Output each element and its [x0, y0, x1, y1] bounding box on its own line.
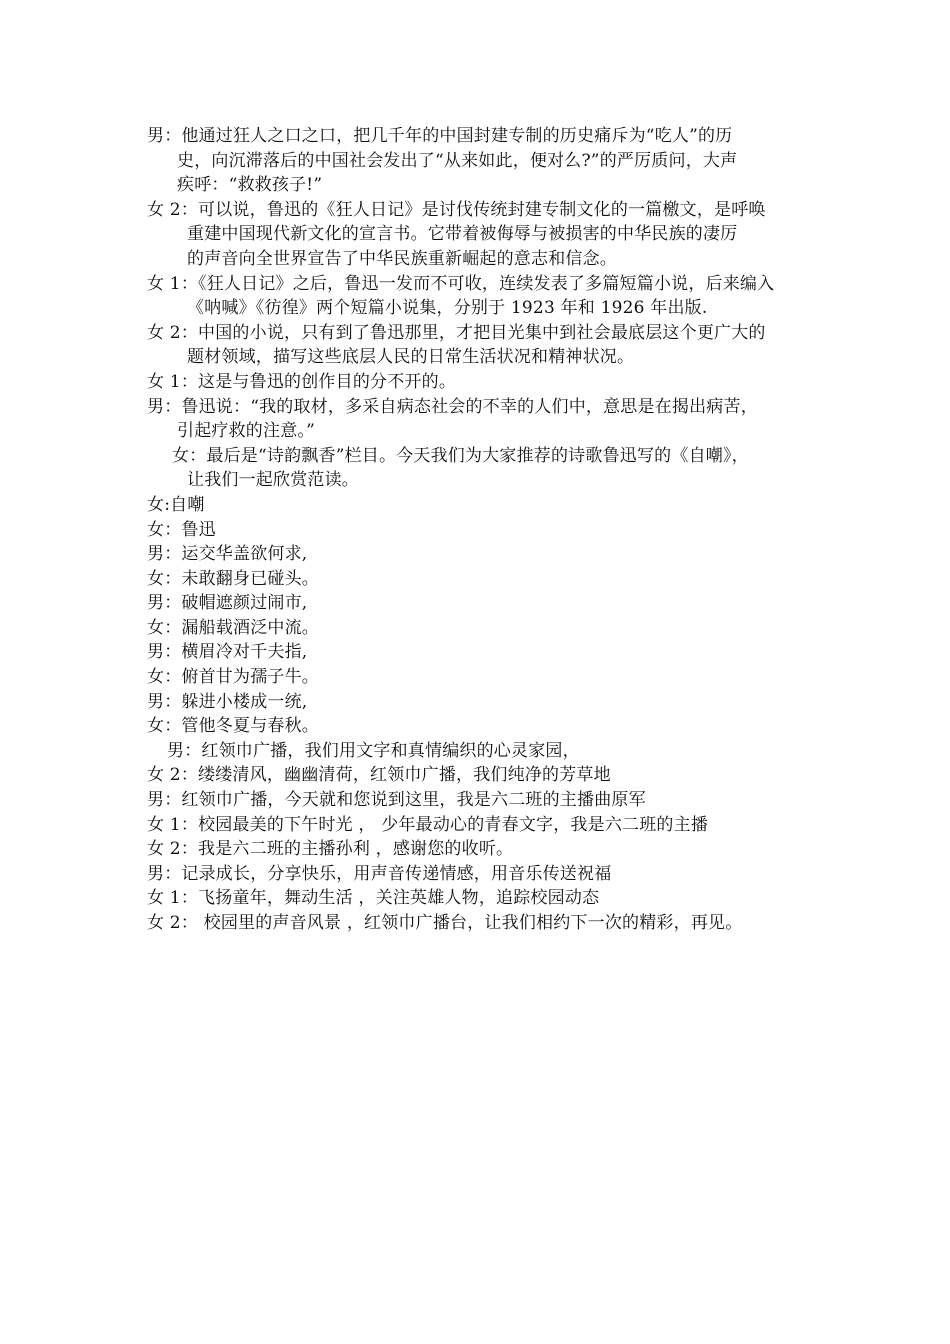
text-line: 女 2：缕缕清风，幽幽清荷，红领巾广播，我们纯净的芳草地: [147, 765, 611, 786]
text-line: 女：未敢翻身已碰头。: [147, 568, 319, 589]
text-line: 女 1：这是与鲁迅的创作目的分不开的。: [147, 371, 457, 392]
text-line: 引起疗救的注意。”: [177, 421, 315, 442]
text-line: 重建中国现代新文化的宣言书。它带着被侮辱与被损害的中华民族的凄厉: [187, 224, 738, 245]
text-line: 男：红领巾广播，我们用文字和真情编织的心灵家园，: [167, 740, 580, 761]
text-line: 女 2：中国的小说，只有到了鲁迅那里，才把目光集中到社会最底层这个更广大的: [147, 322, 766, 343]
text-line: 女 1：飞扬童年，舞动生活 ，关注英雄人物，追踪校园动态: [147, 888, 600, 909]
text-line: 男：记录成长，分享快乐，用声音传递情感，用音乐传送祝福: [147, 863, 612, 884]
text-line: 男：躲进小楼成一统,: [147, 691, 308, 712]
text-line: 《呐喊》《彷徨》两个短篇小说集，分别于 1923 年和 1926 年出版.: [187, 298, 708, 319]
text-line: 女：俯首甘为孺子牛。: [147, 667, 319, 688]
text-line: 女 2： 校园里的声音风景 ，红领巾广播台，让我们相约下一次的精彩，再见。: [147, 913, 743, 933]
text-line: 女：最后是“诗韵飘香”栏目。今天我们为大家推荐的诗歌鲁迅写的《自嘲》，: [172, 445, 749, 466]
text-line: 女:自嘲: [147, 494, 205, 515]
text-line: 疾呼：“救救孩子!”: [177, 175, 323, 196]
text-line: 男：运交华盖欲何求,: [147, 544, 308, 565]
text-line: 女 1：《狂人日记》之后，鲁迅一发而不可收，连续发表了多篇短篇小说，后来编入: [147, 273, 775, 294]
text-line: 男：横眉冷对千夫指,: [147, 642, 308, 663]
text-line: 男：鲁迅说：“我的取材，多采自病态社会的不幸的人们中，意思是在揭出病苦，: [147, 396, 758, 417]
text-line: 女：鲁迅: [147, 519, 216, 540]
text-line: 女 2：可以说，鲁迅的《狂人日记》是讨伐传统封建专制文化的一篇檄文，是呼唤: [147, 199, 766, 220]
text-line: 女：漏船载酒泛中流。: [147, 617, 319, 638]
text-line: 的声音向全世界宣告了中华民族重新崛起的意志和信念。: [187, 248, 617, 269]
text-line: 男：他通过狂人之口之口，把几千年的中国封建专制的历史痛斥为“吃人”的历: [147, 126, 733, 146]
text-line: 让我们一起欣赏范读。: [187, 470, 359, 491]
text-line: 史，向沉滞落后的中国社会发出了“从来如此，便对么?”的严厉质问，大声: [177, 150, 738, 171]
text-line: 女 2：我是六二班的主播孙利 ，感谢您的收听。: [147, 839, 514, 860]
text-line: 男：破帽遮颜过闹市,: [147, 593, 308, 614]
text-line: 男：红领巾广播，今天就和您说到这里，我是六二班的主播曲原军: [147, 790, 646, 811]
text-line: 题材领域，描写这些底层人民的日常生活状况和精神状况。: [187, 347, 635, 368]
document-body: [147, 124, 812, 936]
text-line: 女：管他冬夏与春秋。: [147, 716, 319, 737]
text-line: 女 1：校园最美的下午时光 ， 少年最动心的青春文字，我是六二班的主播: [147, 814, 709, 835]
